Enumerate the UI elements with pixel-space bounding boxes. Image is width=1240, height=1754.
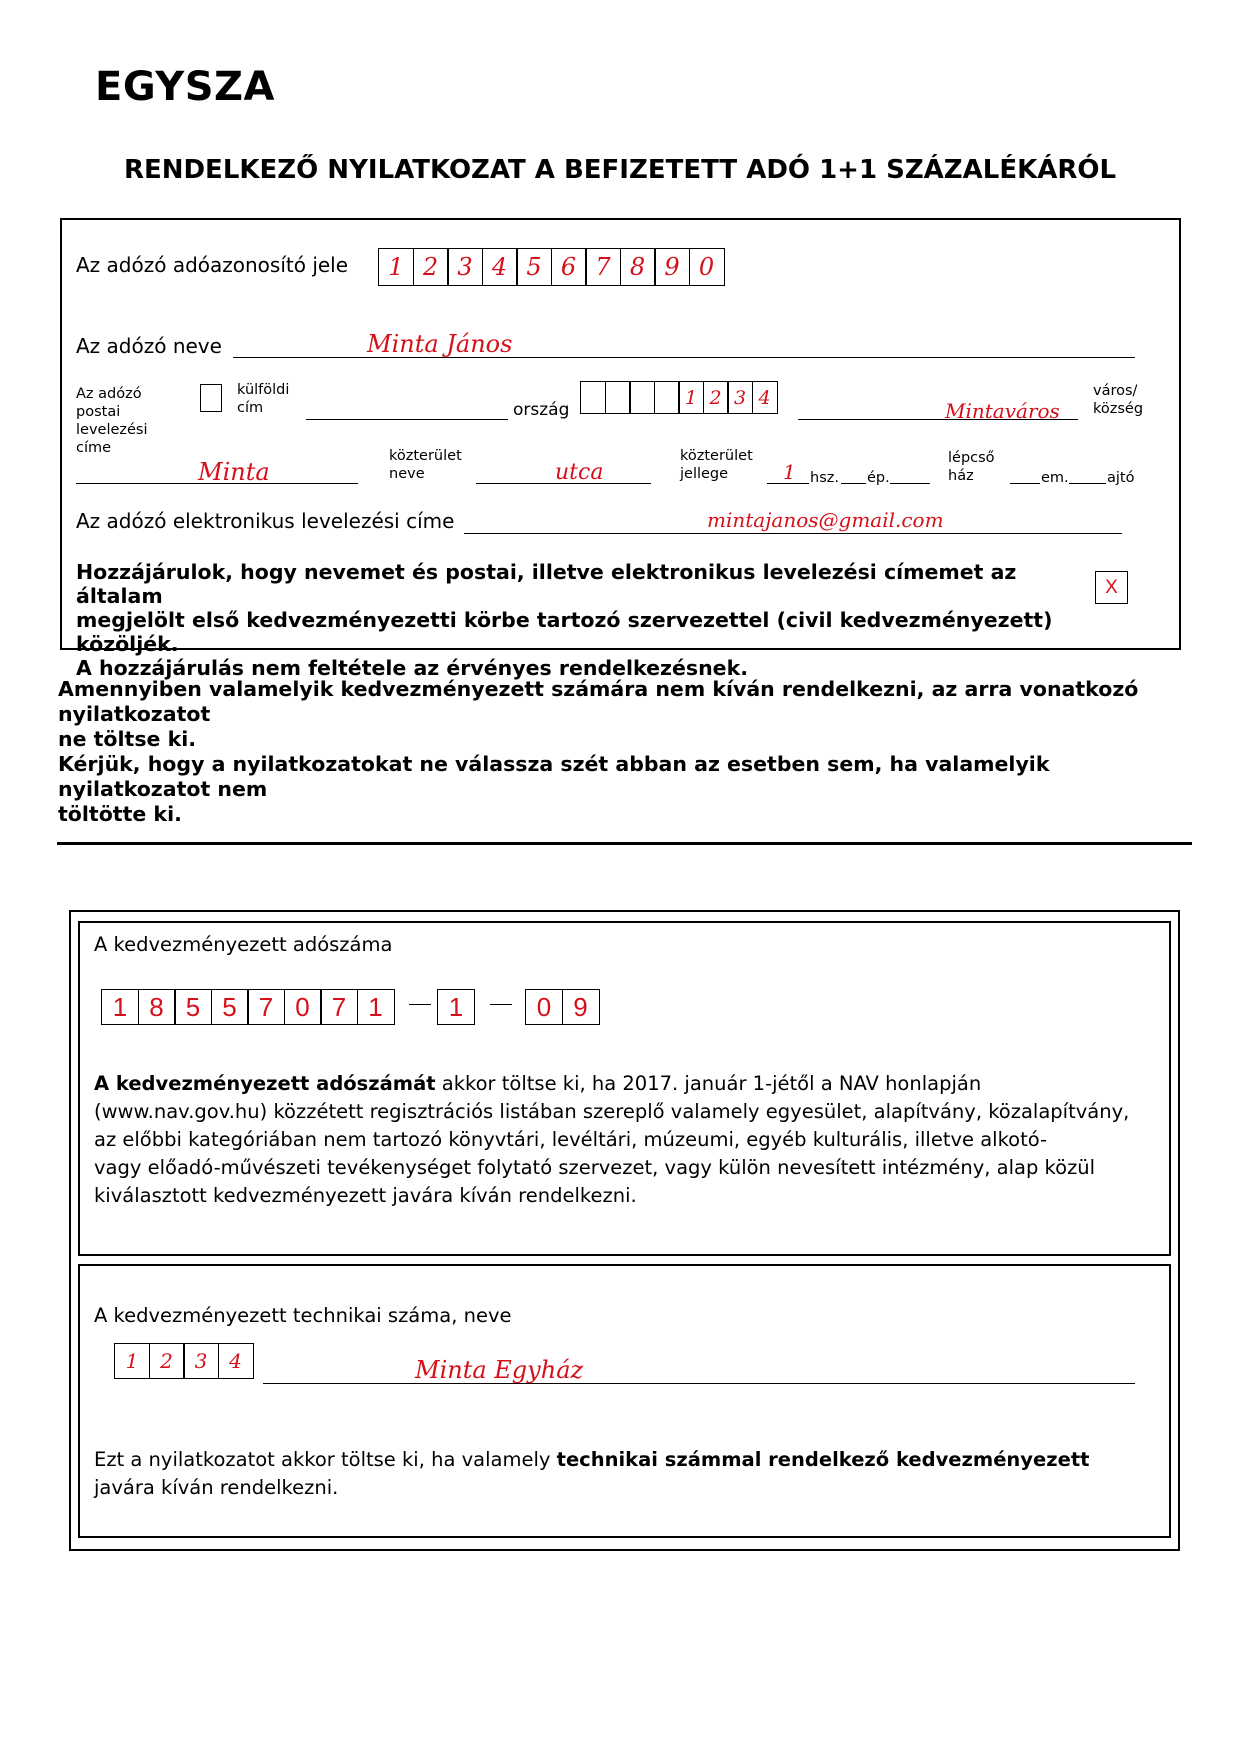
- name-value: Minta János: [367, 330, 513, 358]
- technical-number-digit-cell[interactable]: 2: [149, 1343, 185, 1379]
- country-label: ország: [513, 400, 570, 420]
- tax-number-digit-cell[interactable]: 1: [101, 989, 139, 1025]
- beneficiary-tax-number-part1[interactable]: [101, 989, 393, 1025]
- city-value: Mintaváros: [945, 399, 1060, 423]
- tax-id-digit-cell[interactable]: 4: [482, 248, 518, 286]
- postal-address-label: Az adózó postai levelezési címe: [76, 386, 148, 456]
- tax-id-digit-cell[interactable]: 8: [620, 248, 656, 286]
- beneficiary-tax-number-description: A kedvezményezett adószámát akkor töltse ki, ha 2017. január 1-jétől a NAV honlapján (www.nav.gov.hu) közzétett regisztrációs listában szereplő valamely egyesület, alapítvány, közalapítvány, az előbbi kategóriában nem tartozó könyvtári, levéltári, múzeumi, egyéb kulturális, illetve alkotó- vagy előadó-művészeti tevékenységet folytató szervezet, vagy külön nevesített intézmény, alap közül kiválasztott kedvezményezett javára kíván rendelkezni.: [94, 1072, 1130, 1207]
- tax-id-label: Az adózó adóazonosító jele: [76, 253, 349, 277]
- beneficiary-tax-number-label: A kedvezményezett adószáma: [94, 933, 393, 956]
- beneficiary-technical-number-field[interactable]: [114, 1343, 252, 1379]
- tax-id-digit-cell[interactable]: 6: [551, 248, 587, 286]
- form-code: EGYSZA: [95, 64, 276, 110]
- tax-number-digit-cell[interactable]: 5: [211, 989, 249, 1025]
- stairway-field[interactable]: [890, 466, 930, 484]
- consent-checkbox[interactable]: X: [1095, 571, 1128, 604]
- postcode-digit-cell[interactable]: 1: [678, 381, 704, 414]
- tax-number-digit-cell[interactable]: 1: [357, 989, 395, 1025]
- beneficiary-technical-number-description: Ezt a nyilatkozatot akkor töltse ki, ha valamely technikai számmal rendelkező kedvezményezett javára kíván rendelkezni.: [94, 1448, 1090, 1499]
- tax-number-digit-cell[interactable]: 0: [284, 989, 322, 1025]
- beneficiary-tax-number-part3[interactable]: [525, 989, 598, 1025]
- door-label: ajtó: [1107, 470, 1135, 486]
- postcode-digit-cell[interactable]: [580, 381, 606, 414]
- postcode-digit-cell[interactable]: 2: [703, 381, 729, 414]
- postcode-digit-cell[interactable]: [629, 381, 655, 414]
- door-field[interactable]: [1069, 466, 1106, 484]
- form-title: RENDELKEZŐ NYILATKOZAT A BEFIZETETT ADÓ 1+1 SZÁZALÉKÁRÓL: [123, 155, 1117, 185]
- tax-id-digit-cell[interactable]: 1: [378, 248, 414, 286]
- tax-id-digit-cell[interactable]: 9: [654, 248, 690, 286]
- street-type-label: közterület jellege: [680, 448, 753, 482]
- country-field[interactable]: [306, 402, 508, 420]
- tax-id-digit-cell[interactable]: 2: [413, 248, 449, 286]
- postcode-digit-cell[interactable]: 4: [752, 381, 778, 414]
- tax-id-digit-cell[interactable]: 0: [689, 248, 725, 286]
- separator-dash: [409, 1004, 431, 1005]
- separator-dash: [490, 1004, 512, 1005]
- postcode-digit-cell[interactable]: [654, 381, 680, 414]
- tax-id-field[interactable]: [378, 248, 723, 286]
- tax-number-digit-cell[interactable]: 0: [525, 989, 563, 1025]
- postcode-digit-cell[interactable]: [605, 381, 631, 414]
- building-label: ép.: [867, 470, 890, 486]
- tax-id-digit-cell[interactable]: 3: [447, 248, 483, 286]
- beneficiary-name-value: Minta Egyház: [415, 1356, 584, 1384]
- street-name-label: közterület neve: [389, 448, 462, 482]
- building-field[interactable]: [841, 466, 866, 484]
- email-label: Az adózó elektronikus levelezési címe: [76, 509, 455, 533]
- beneficiary-name-field[interactable]: [263, 1364, 1135, 1384]
- name-label: Az adózó neve: [76, 334, 222, 358]
- beneficiary-tax-number-part2[interactable]: [437, 989, 474, 1025]
- tax-number-digit-cell[interactable]: 7: [320, 989, 358, 1025]
- floor-label: em.: [1041, 470, 1069, 486]
- stairway-label: lépcső ház: [948, 450, 995, 484]
- floor-field[interactable]: [1010, 466, 1040, 484]
- technical-number-digit-cell[interactable]: 3: [183, 1343, 219, 1379]
- house-number-value: 1: [783, 460, 796, 484]
- city-label: város/ község: [1093, 383, 1144, 417]
- tax-id-digit-cell[interactable]: 5: [516, 248, 552, 286]
- consent-text: Hozzájárulok, hogy nevemet és postai, illetve elektronikus levelezési címemet az általam megjelölt első kedvezményezetti körbe tartozó szervezettel (civil kedvezményezett) közöljék. A hozzájárulás nem feltétele az érvényes rendelkezésnek.: [76, 560, 1053, 680]
- house-number-label: hsz.: [810, 470, 839, 486]
- cut-line-divider: [57, 842, 1192, 845]
- tax-number-digit-cell[interactable]: 1: [437, 989, 475, 1025]
- postcode-field[interactable]: [580, 381, 776, 414]
- foreign-address-checkbox[interactable]: [200, 384, 222, 412]
- tax-number-digit-cell[interactable]: 7: [247, 989, 285, 1025]
- postcode-digit-cell[interactable]: 3: [727, 381, 753, 414]
- foreign-address-label: külföldi cím: [237, 382, 290, 416]
- street-type-value: utca: [555, 460, 604, 485]
- street-name-value: Minta: [198, 458, 270, 486]
- instruction-note: Amennyiben valamelyik kedvezményezett számára nem kíván rendelkezni, az arra vonatkozó nyilatkozatot ne töltse ki. Kérjük, hogy a nyilatkozatokat ne válassza szét abban az esetben sem, ha valamelyik nyilatkozatot nem töltötte ki.: [58, 677, 1139, 826]
- tax-number-digit-cell[interactable]: 9: [562, 989, 600, 1025]
- email-value: mintajanos@gmail.com: [707, 508, 944, 532]
- tax-number-digit-cell[interactable]: 8: [138, 989, 176, 1025]
- tax-number-digit-cell[interactable]: 5: [174, 989, 212, 1025]
- technical-number-digit-cell[interactable]: 1: [114, 1343, 150, 1379]
- technical-number-digit-cell[interactable]: 4: [218, 1343, 254, 1379]
- tax-id-digit-cell[interactable]: 7: [585, 248, 621, 286]
- beneficiary-technical-number-label: A kedvezményezett technikai száma, neve: [94, 1304, 512, 1327]
